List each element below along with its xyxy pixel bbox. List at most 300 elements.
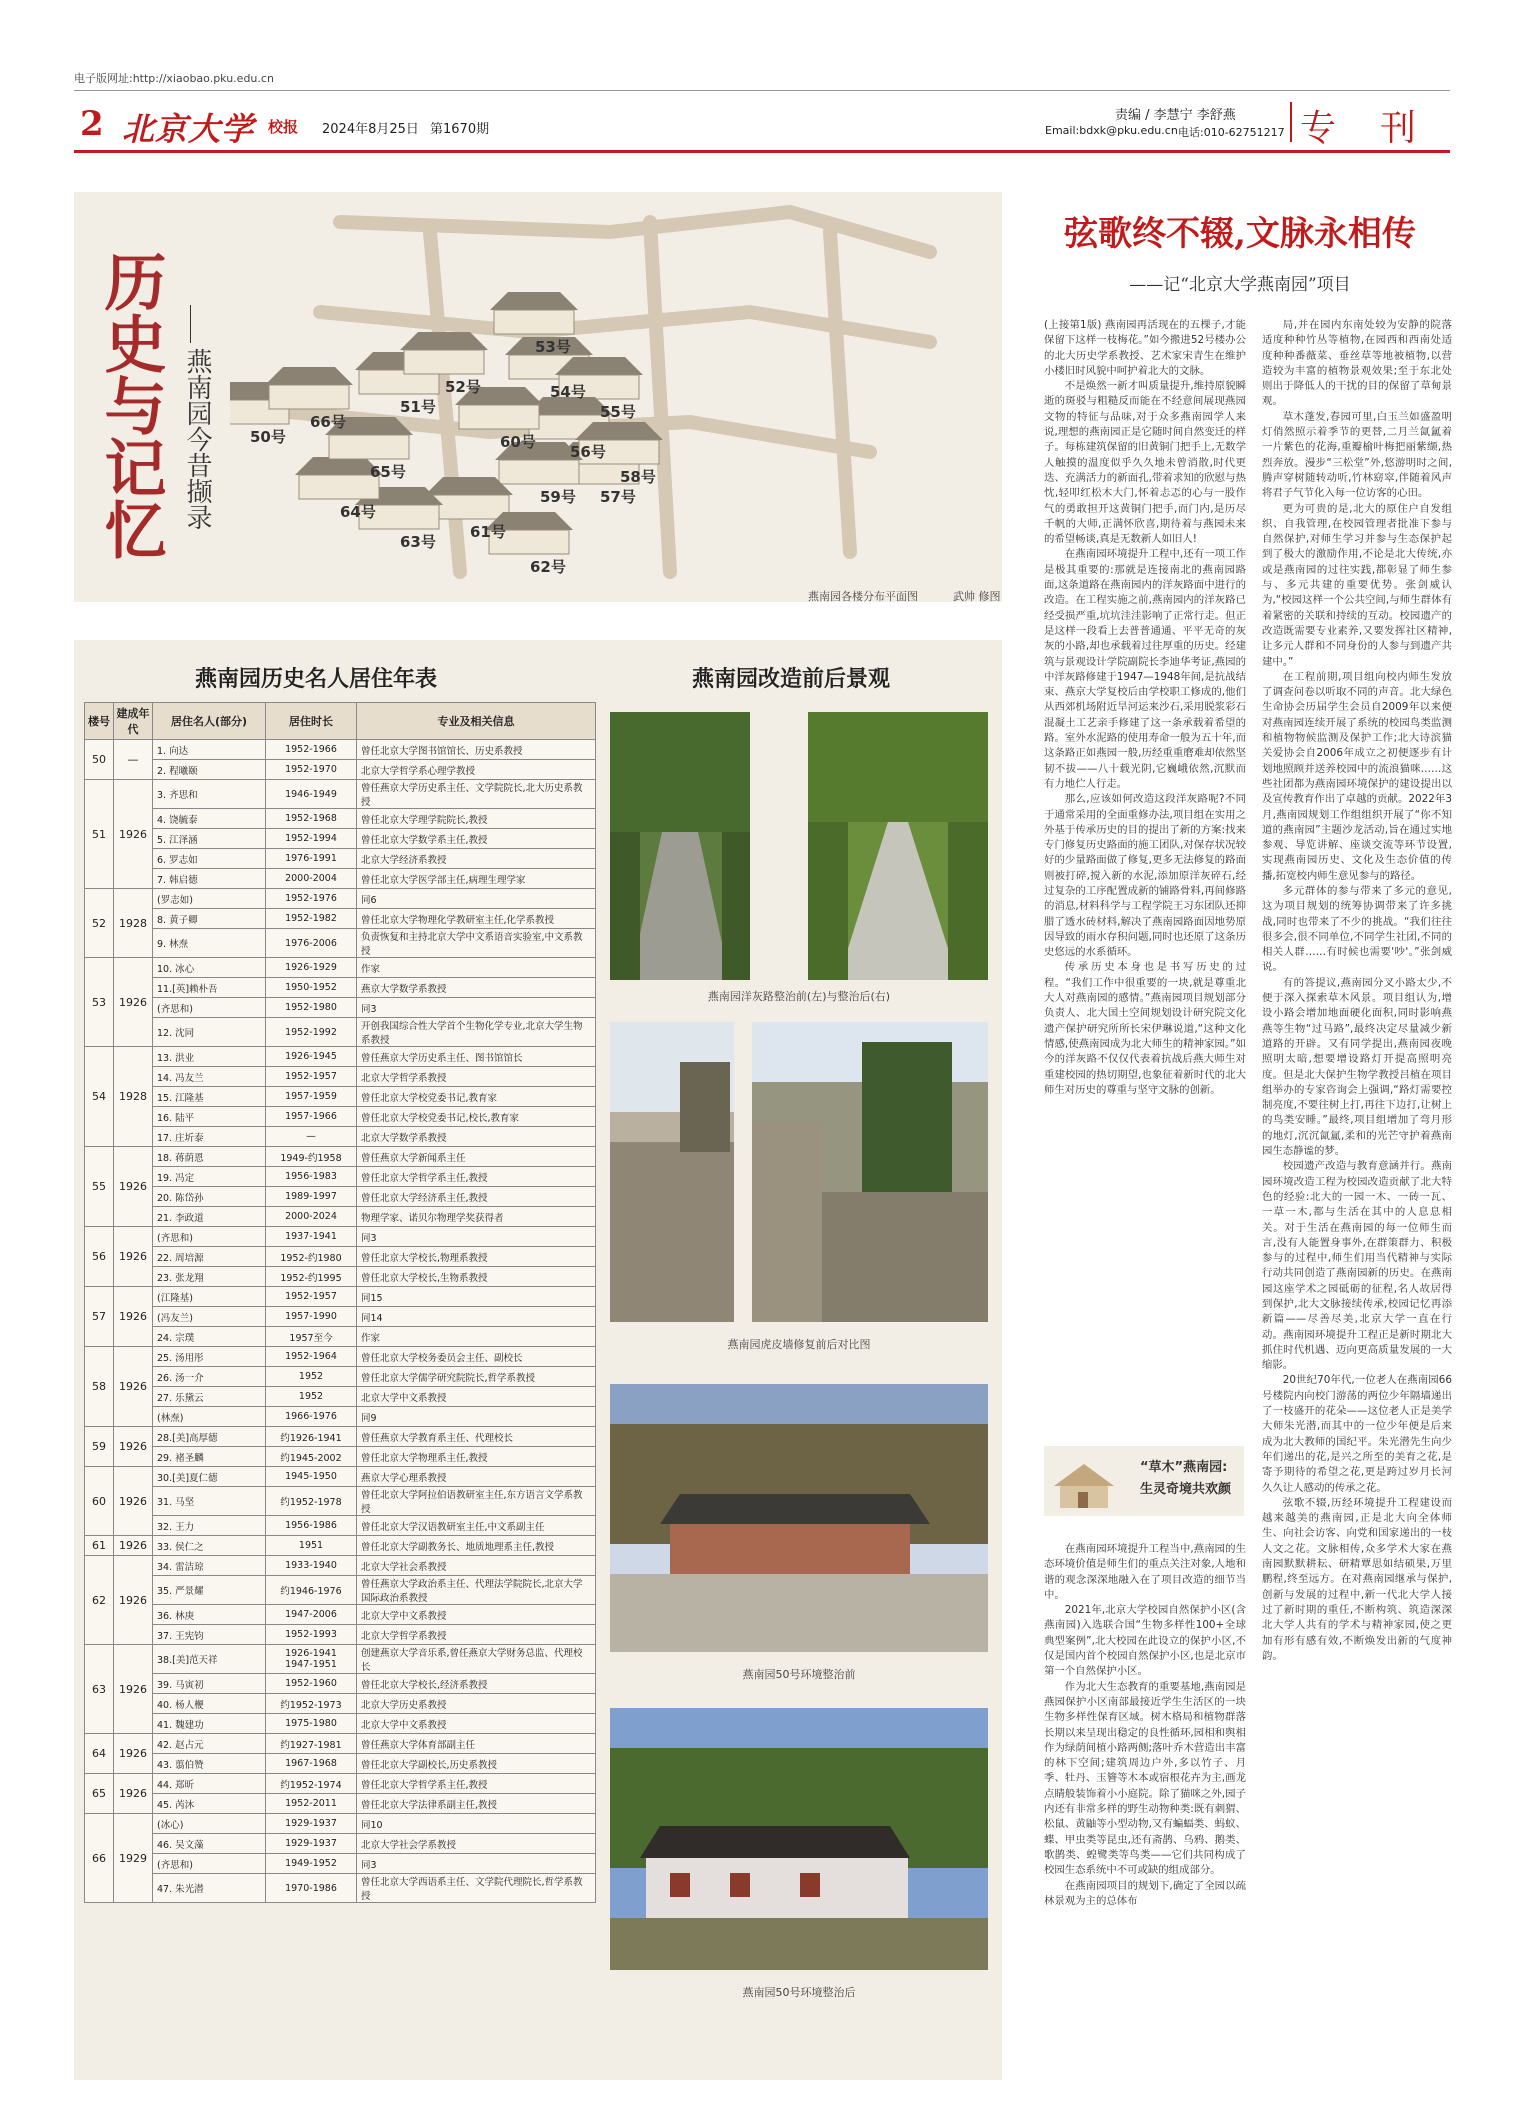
resident-name-cell: 7. 韩启德 [153,869,266,889]
residence-period-cell: 1952-1993 [266,1625,357,1645]
resident-name-cell: 30.[美]夏仁德 [153,1467,266,1487]
map-building-label: 55号 [600,403,636,421]
profession-cell: 曾任燕京大学体育部副主任 [357,1734,596,1754]
table-row [85,1267,596,1287]
residence-period-cell: 1952 [266,1367,357,1387]
profession-cell: 燕京大学心理系教授 [357,1467,596,1487]
caption-road: 燕南园洋灰路整治前(左)与整治后(右) [707,990,891,1003]
build-year-cell: 1926 [114,1227,153,1287]
profession-cell: 曾任北京大学儒学研究院院长,哲学系教授 [357,1367,596,1387]
profession-cell: 北京大学哲学系教授 [357,1067,596,1087]
residence-period-cell: 1952-1970 [266,760,357,780]
resident-name-cell: 31. 马坚 [153,1487,266,1516]
resident-name-cell: 14. 冯友兰 [153,1067,266,1087]
photo-wall-after [752,1022,988,1322]
residence-period-cell: 1926-1945 [266,1047,357,1067]
residence-period-cell: 1952-1966 [266,740,357,760]
resident-name-cell: 47. 朱光潜 [153,1874,266,1903]
table-row [85,869,596,889]
table-row [85,1694,596,1714]
table-row [85,958,596,978]
profession-cell: 曾任北京大学图书馆馆长、历史系教授 [357,740,596,760]
residence-period-cell: 1952-2011 [266,1794,357,1814]
profession-cell: 曾任燕京大学教育系主任、代理校长 [357,1427,596,1447]
article-paragraph: 在工程前期,项目组向校内师生发放了调查问卷以听取不同的声音。北大绿色生命协会历届学生会员自2009年以来便对燕南园连续开展了系统的校园鸟类监测和植物物候监测及保护工作;北大诗滨猫关爱协会自2006年成立之初便逐步有计划地照顾并送养校园中的流浪猫咪……这些社团都为燕南园环境保护的建设提出以及宣传教育作出了卓越的贡献。2022年3月,燕南园规划工作组组织开展了“你不知道的燕南园”主题沙龙活动,旨在通过实地参观、导览讲解、座谈交流等环节设置,实现燕南园历史、文化及生态价值的传播,拓宽校内师生意见参与的路径。 [1262,670,1452,882]
building-number-cell: 60 [85,1467,114,1536]
resident-name-cell: (齐思和) [153,1227,266,1247]
resident-name-cell: (冯友兰) [153,1307,266,1327]
resident-name-cell: 44. 郑昕 [153,1774,266,1794]
building-number-cell: 54 [85,1047,114,1147]
section-divider [1290,102,1292,142]
residence-period-cell: 1956-1986 [266,1516,357,1536]
col-period: 居住时长 [266,703,357,740]
editor-email[interactable]: Email:bdxk@pku.edu.cn [1045,124,1178,137]
build-year-cell: 1926 [114,1645,153,1734]
table-row [85,1536,596,1556]
col-person: 居住名人(部分) [153,703,266,740]
building-number-cell: 63 [85,1645,114,1734]
map-building-label: 50号 [250,428,286,446]
resident-name-cell: 23. 张龙翔 [153,1267,266,1287]
resident-name-cell: 40. 杨人楩 [153,1694,266,1714]
campus-map [230,192,990,592]
map-caption: 燕南园各楼分布平面图 [808,590,918,603]
building-number-cell: 65 [85,1774,114,1814]
profession-cell: 北京大学社会系教授 [357,1556,596,1576]
article-title: 弦歌终不辍,文脉永相传 [1064,214,1416,254]
header-rule [74,150,1450,153]
residence-period-cell: 1976-1991 [266,849,357,869]
residence-period-cell: 1952-1976 [266,889,357,909]
article-paragraph: 2021年,北京大学校园自然保护小区(含燕南园)入选联合国“生物多样性100+全球典型案例”,北大校园在此设立的保护小区,不仅是国内首个校园自然保护小区,也是北京市第一个自然保护小区。 [1044,1604,1246,1678]
table-row [85,1087,596,1107]
build-year-cell: 1926 [114,1427,153,1467]
residence-period-cell: 1952-1957 [266,1287,357,1307]
table-row [85,1794,596,1814]
profession-cell: 曾任北京大学汉语教研室主任,中文系副主任 [357,1516,596,1536]
profession-cell: 北京大学中文系教授 [357,1605,596,1625]
resident-name-cell: (江隆基) [153,1287,266,1307]
editor-phone: 电话:010-62751217 [1178,126,1285,139]
map-building-roof [400,332,488,350]
residence-period-cell: 1926-1941 1947-1951 [266,1645,357,1674]
profession-cell: 曾任北京大学理学院院长,教授 [357,809,596,829]
residence-period-cell: 1952 [266,1387,357,1407]
resident-name-cell: 11.[英]赖朴吾 [153,978,266,998]
profession-cell: 曾任北京大学校长,生物系教授 [357,1267,596,1287]
residence-period-cell: 1926-1929 [266,958,357,978]
residence-period-cell: 1952-1994 [266,829,357,849]
issue-number: 第1670期 [430,122,490,137]
profession-cell: 曾任北京大学校务委员会主任、副校长 [357,1347,596,1367]
resident-name-cell: 32. 王力 [153,1516,266,1536]
build-year-cell: 1926 [114,958,153,1047]
residence-period-cell: 约1946-1976 [266,1576,357,1605]
residence-period-cell: 1946-1949 [266,780,357,809]
profession-cell: 曾任北京大学物理系主任,教授 [357,1447,596,1467]
residence-period-cell: 1952-1992 [266,1018,357,1047]
build-year-cell: 1926 [114,1467,153,1536]
residence-period-cell: 1956-1983 [266,1167,357,1187]
profession-cell: 曾任北京大学副校长,历史系教授 [357,1754,596,1774]
map-building-roof [265,367,353,385]
residence-period-cell: 1957-1966 [266,1107,357,1127]
build-year-cell: 1926 [114,1734,153,1774]
resident-name-cell: 39. 马寅初 [153,1674,266,1694]
residence-period-cell: 1945-1950 [266,1467,357,1487]
col-year: 建成年代 [114,703,153,740]
table-row [85,1367,596,1387]
table-row [85,889,596,909]
table-row [85,1556,596,1576]
profession-cell: 曾任北京大学校长,物理系教授 [357,1247,596,1267]
map-building-wall [329,435,409,459]
residence-period-cell: 1952-1982 [266,909,357,929]
table-row [85,1407,596,1427]
table-row [85,1774,596,1794]
photo-50-after [610,1708,988,1970]
table-row [85,1754,596,1774]
table-row [85,1387,596,1407]
table-row [85,998,596,1018]
caption-50-before: 燕南园50号环境整治前 [742,1668,856,1681]
building-number-cell: 59 [85,1427,114,1467]
building-number-cell: 55 [85,1147,114,1227]
profession-cell: 作家 [357,958,596,978]
resident-name-cell: 4. 饶毓泰 [153,809,266,829]
table-row [85,1625,596,1645]
map-building-label: 56号 [570,443,606,461]
residence-period-cell: 1929-1937 [266,1814,357,1834]
build-year-cell: 1926 [114,1347,153,1427]
table-row [85,1107,596,1127]
profession-cell: 燕京大学数学系教授 [357,978,596,998]
article-paragraph: 20世纪70年代,一位老人在燕南园66号楼院内向校门游荡的两位少年隔墙递出了一枝盛开的花朵——这位老人正是美学大师朱光潜,而其中的一位少年便是后来成为北大教师的国纪平。朱光潜先生向少年们递出的花,是兴之所至的美育之花,是寄予期待的希望之花,更是跨过岁月长河久久让人感动的传承之花。 [1262,1374,1452,1494]
residence-period-cell: 1949-约1958 [266,1147,357,1167]
table-title: 燕南园历史名人居住年表 [195,667,438,692]
map-building-wall [459,405,539,429]
feature-subtitle: 燕南园今昔撷录 [182,348,212,530]
resident-name-cell: 38.[美]范天祥 [153,1645,266,1674]
profession-cell: 曾任北京大学阿拉伯语教研室主任,东方语言文学系教授 [357,1487,596,1516]
profession-cell: 物理学家、诺贝尔物理学奖获得者 [357,1207,596,1227]
photo-road-after [808,712,988,980]
article-paragraph: 弦歌不辍,历经环境提升工程建设而越来越美的燕南园,正是北大向全体师生、向社会访客、向党和国家递出的一枝人文之花。文脉相传,众多学术大家在燕南园默默耕耘、研精覃思如结硕果,万里鹏程,终至远方。在对燕南园继承与保护,创新与发展的过程中,新一代北大学人接过了新时期的重任,不断构筑、筑造深深北大学人共有的学术与精神家园,使之更加有形有感有效,不断焕发出新的气度神韵。 [1262,1496,1452,1662]
resident-name-cell: 5. 江泽涵 [153,829,266,849]
map-building-wall [499,460,579,484]
build-year-cell: — [114,740,153,780]
table-row [85,1487,596,1516]
profession-cell: 北京大学数学系教授 [357,1127,596,1147]
profession-cell: 同3 [357,1227,596,1247]
residence-period-cell: 1952-约1980 [266,1247,357,1267]
site-url[interactable]: 电子版网址:http://xiaobao.pku.edu.cn [74,72,274,85]
residence-period-cell: 1951 [266,1536,357,1556]
resident-name-cell: 42. 赵占元 [153,1734,266,1754]
table-row [85,1147,596,1167]
resident-name-cell: 16. 陆平 [153,1107,266,1127]
map-building-label: 59号 [540,488,576,506]
profession-cell: 同14 [357,1307,596,1327]
paper-name: 校报 [268,118,299,136]
profession-cell: 北京大学经济系教授 [357,849,596,869]
resident-name-cell: 17. 庄圻泰 [153,1127,266,1147]
resident-name-cell: (林焘) [153,1407,266,1427]
resident-name-cell: 34. 雷洁琼 [153,1556,266,1576]
table-row [85,1187,596,1207]
residence-period-cell: 约1952-1974 [266,1774,357,1794]
article-paragraph: 校园遗产改造与教育意涵并行。燕南园环境改造工程为校园改造贡献了北大特色的经验:北大的一园一木、一砖一瓦、一草一木,都与生活在其中的人息息相关。对于生活在燕南园的每一位师生而言,没有人能置身事外,在群策群力、积极参与的过程中,师生们用当代精神与实际行动共同创造了燕南园新的历史。在燕南园这座学术之园砥砺的征程,名人故居得到保护,北大文脉接续传承,校园记忆再添新篇——尽善尽美,北京大学一直在行动。燕南园环境提升工程正是新时期北大抓住时代机遇、迈向更高质量发展的一大缩影。 [1262,1160,1452,1372]
resident-name-cell: (罗志如) [153,889,266,909]
article-paragraph: 有的答提议,燕南园分叉小路太少,不便于深入探索草木风景。项目组认为,增设小路会增加地面硬化面积,同时影响燕燕等生物“过马路”,最终决定尽量减少新道路的开辟。又有同学提出,燕南园夜晚照明太暗,想要增设路灯开提高照明亮度。但是北大保护生物学教授吕植在项目组举办的专家咨询会上强调,“路灯需要控制亮度,不要往树上打,再往下边打,让树上的鸟类安睡。”最终,项目组增加了弯月形的地灯,沉沉氤氲,柔和的光芒守护着燕南园生态静谧的梦。 [1262,976,1452,1158]
residence-period-cell: 约1926-1941 [266,1427,357,1447]
profession-cell: 创建燕京大学音乐系,曾任燕京大学财务总监、代理校长 [357,1645,596,1674]
table-row [85,1127,596,1147]
article-paragraph: 更为可贵的是,北大的原住户自发组织、自我管理,在校园管理者批准下参与自然保护,对师生学习并参与生态保护起到了极大的激励作用,不论是北大传统,亦或是燕南园的过往实践,都彰显了师生参与、多元共建的重要优势。张剑威认为,“校园这样一个公共空间,与师生群体有着紧密的关联和持续的互动。校园遗产的改造既需要专业素养,又要发挥社区精神,让多元人群和不同身份的人参与到遗产共建中。” [1262,502,1452,668]
resident-name-cell: 6. 罗志如 [153,849,266,869]
table-row [85,1047,596,1067]
table-row [85,1874,596,1903]
article-column-1b [1044,1542,1246,2082]
page-number: 2 [80,104,104,144]
table-row [85,1834,596,1854]
col-info: 专业及相关信息 [357,703,596,740]
building-number-cell: 57 [85,1287,114,1347]
map-building-label: 61号 [470,523,506,541]
build-year-cell: 1926 [114,1287,153,1347]
residence-period-cell: 1952-1968 [266,809,357,829]
resident-name-cell: 25. 汤用彤 [153,1347,266,1367]
resident-name-cell: 28.[美]高厚德 [153,1427,266,1447]
article-paragraph: 多元群体的参与带来了多元的意见,这为项目规划的统筹协调带来了许多挑战,同时也带来了不少的挑战。“我们往往很多会,很不同单位,不同学生社团,不同的相关人群……有时候也需要'吵'。”张剑威说。 [1262,884,1452,974]
table-row [85,1714,596,1734]
map-building-label: 54号 [550,383,586,401]
profession-cell: 作家 [357,1327,596,1347]
feature-dash [190,305,191,343]
build-year-cell: 1928 [114,1047,153,1147]
profession-cell: 曾任北京大学哲学系主任,教授 [357,1167,596,1187]
subheading-line-2: 生灵奇境共欢颜 [1140,1482,1232,1497]
table-row [85,809,596,829]
table-row [85,929,596,958]
residence-period-cell: 1957-1959 [266,1087,357,1107]
photo-50-before [610,1384,988,1652]
residence-period-cell: 1957-1990 [266,1307,357,1327]
resident-name-cell: 37. 王宪钧 [153,1625,266,1645]
resident-name-cell: 45. 芮沐 [153,1794,266,1814]
resident-name-cell: 35. 严景耀 [153,1576,266,1605]
table-row [85,1467,596,1487]
table-header-row [85,703,596,740]
table-row [85,1854,596,1874]
residence-period-cell: 1952-约1995 [266,1267,357,1287]
profession-cell: 曾任北京大学西语系主任、文学院代理院长,哲学系教授 [357,1874,596,1903]
resident-name-cell: 10. 冰心 [153,958,266,978]
resident-name-cell: 29. 褚圣麟 [153,1447,266,1467]
residence-period-cell: 约1927-1981 [266,1734,357,1754]
residence-period-cell: 约1952-1973 [266,1694,357,1714]
resident-name-cell: 27. 乐黛云 [153,1387,266,1407]
table-row [85,1207,596,1227]
profession-cell: 北京大学历史系教授 [357,1694,596,1714]
table-row [85,1734,596,1754]
table-row [85,1605,596,1625]
residence-period-cell: 1949-1952 [266,1854,357,1874]
building-number-cell: 51 [85,780,114,889]
residence-period-cell: — [266,1127,357,1147]
resident-name-cell: 1. 向达 [153,740,266,760]
resident-name-cell: (齐思和) [153,998,266,1018]
resident-name-cell: 19. 冯定 [153,1167,266,1187]
profession-cell: 开创我国综合性大学首个生物化学专业,北京大学生物系教授 [357,1018,596,1047]
profession-cell: 北京大学中文系教授 [357,1387,596,1407]
table-row [85,1307,596,1327]
map-building-wall [299,475,379,499]
map-credit: 武帅 修图 [953,590,1001,603]
build-year-cell: 1928 [114,889,153,958]
resident-name-cell: 41. 魏建功 [153,1714,266,1734]
profession-cell: 同10 [357,1814,596,1834]
building-number-cell: 62 [85,1556,114,1645]
residence-period-cell: 1989-1997 [266,1187,357,1207]
map-building-label: 52号 [445,378,481,396]
residence-period-cell: 1952-1957 [266,1067,357,1087]
map-building-label: 64号 [340,503,376,521]
profession-cell: 北京大学哲学系教授 [357,1625,596,1645]
article-paragraph: 传承历史本身也是书写历史的过程。“我们工作中很重要的一块,就是尊重北大人对燕南园的感情。”燕南园项目规划部分负责人、北大国土空间规划设计研究院文化遗产保护研究所所长宋伊琳说道,“这种文化情感,使燕南园成为北大师生的精神家园。”如今的洋灰路不仅仅代表着抗战后燕大师生对重建校园的热切期望,也象征着新时代的北大师生对历史的尊重与坚守文脉的创新。 [1044,961,1246,1096]
profession-cell: 曾任北京大学哲学系主任,教授 [357,1774,596,1794]
profession-cell: 北京大学社会学系教授 [357,1834,596,1854]
col-building: 楼号 [85,703,114,740]
profession-cell: 曾任北京大学副教务长、地质地理系主任,教授 [357,1536,596,1556]
table-row [85,978,596,998]
table-row [85,1576,596,1605]
resident-name-cell: 26. 汤一介 [153,1367,266,1387]
residence-period-cell: 1947-2006 [266,1605,357,1625]
map-building-label: 63号 [400,533,436,551]
residence-period-cell: 1952-1960 [266,1674,357,1694]
map-building-label: 58号 [620,468,656,486]
profession-cell: 曾任燕京大学历史系主任、图书馆馆长 [357,1047,596,1067]
build-year-cell: 1926 [114,780,153,889]
residence-period-cell: 约1952-1978 [266,1487,357,1516]
map-building-label: 60号 [500,433,536,451]
profession-cell: 同6 [357,889,596,909]
editors: 责编 / 李慧宁 李舒燕 [1115,108,1236,123]
profession-cell: 曾任北京大学校党委书记,校长,教育家 [357,1107,596,1127]
resident-name-cell: 46. 吴文藻 [153,1834,266,1854]
building-number-cell: 53 [85,958,114,1047]
table-row [85,740,596,760]
table-row [85,1067,596,1087]
residence-period-cell: 2000-2024 [266,1207,357,1227]
resident-name-cell: 15. 江隆基 [153,1087,266,1107]
building-number-cell: 50 [85,740,114,780]
residence-period-cell: 1933-1940 [266,1556,357,1576]
resident-name-cell: 43. 翦伯赞 [153,1754,266,1774]
table-row [85,1674,596,1694]
map-building-wall [494,310,574,334]
article-paragraph: (上接第1版) 燕南园再活现在的五棵子,才能保留下这样一枝梅花。”如今搬进52号楼办公的北大历史学系教授、艺术家宋青生在维护小楼旧时风貌中呵护着北大的文脉。 [1044,319,1246,377]
resident-name-cell: (齐思和) [153,1854,266,1874]
profession-cell: 同3 [357,1854,596,1874]
profession-cell: 曾任北京大学经济系主任,教授 [357,1187,596,1207]
profession-cell: 北京大学中文系教授 [357,1714,596,1734]
residence-period-cell: 1952-1964 [266,1347,357,1367]
resident-name-cell: 36. 林庚 [153,1605,266,1625]
residence-period-cell: 2000-2004 [266,869,357,889]
table-row [85,1645,596,1674]
caption-50-after: 燕南园50号环境整治后 [742,1986,856,1999]
map-building-label: 53号 [535,338,571,356]
build-year-cell: 1926 [114,1556,153,1645]
resident-name-cell: 20. 陈岱孙 [153,1187,266,1207]
resident-name-cell: 13. 洪业 [153,1047,266,1067]
build-year-cell: 1929 [114,1814,153,1903]
table-row [85,1347,596,1367]
building-number-cell: 52 [85,889,114,958]
profession-cell: 曾任北京大学校长,经济系教授 [357,1674,596,1694]
article-paragraph: 在燕南园环境提升工程中,还有一项工作是极其重要的:那就是连接南北的燕南园路面,这条道路在燕南园内的洋灰路面中进行的改造。在工程实施之前,燕南园内的洋灰路已经受损严重,坑坑洼洼影响了正常行走。但正是这样一段看上去普普通通、平平无奇的灰灰的小路,却也承载着过往厚重的历史。经建筑与景观设计学院副院长李迪华考证,燕园的中洋灰路修建于1947—1948年间,是抗战结束、燕京大学复校后由学校职工修成的,他们从西郊机场附近旱河运来沙石,采用脱浆彩石混凝土工艺亲手修建了这一条承载着希望的路。室外水泥路的使用寿命一般为五十年,而这条路正如燕园一般,历经重重磨难却依然坚韧不拔——八十载光阴,它巍峨依然,沉默而有力地伫人行走。 [1044,548,1246,790]
section-title: 专刊 [1300,108,1461,149]
residence-period-cell: 1967-1968 [266,1754,357,1774]
profession-cell: 曾任燕京大学政治系主任、代理法学院院长,北京大学国际政治系教授 [357,1576,596,1605]
map-building-label: 66号 [310,413,346,431]
issue-date: 2024年8月25日 [322,122,419,137]
profession-cell: 曾任燕京大学新闻系主任 [357,1147,596,1167]
caption-wall: 燕南园虎皮墙修复前后对比图 [727,1338,871,1351]
resident-name-cell: 8. 黄子卿 [153,909,266,929]
build-year-cell: 1926 [114,1774,153,1814]
map-building-wall [269,385,349,409]
building-number-cell: 61 [85,1536,114,1556]
article-column-2 [1262,318,1452,2082]
residence-period-cell: 1937-1941 [266,1227,357,1247]
article-paragraph: 局,并在园内东南处较为安静的院落适度种种竹丛等植物,在园西和西南处适度种种番薇菜、垂丝草等地被植物,以营造较为丰富的植物景观效果;至于东北处则出于降低人的干扰的目的保留了草甸景观。 [1262,319,1452,408]
profession-cell: 曾任北京大学法律系副主任,教授 [357,1794,596,1814]
residence-period-cell: 1929-1937 [266,1834,357,1854]
table-row [85,909,596,929]
photos-title: 燕南园改造前后景观 [692,667,891,692]
map-building-label: 51号 [400,398,436,416]
residence-period-cell: 1970-1986 [266,1874,357,1903]
feature-title: 历史与记忆 [94,250,167,560]
profession-cell: 曾任北京大学校党委书记,教育家 [357,1087,596,1107]
residents-body [85,740,596,1903]
top-rule [74,90,1450,91]
photo-road-before [610,712,750,980]
building-number-cell: 58 [85,1347,114,1427]
photo-wall-before [610,1022,734,1322]
table-row [85,1287,596,1307]
resident-name-cell: 12. 沈同 [153,1018,266,1047]
table-row [85,829,596,849]
resident-name-cell: (冰心) [153,1814,266,1834]
build-year-cell: 1926 [114,1147,153,1227]
residence-period-cell: 1966-1976 [266,1407,357,1427]
table-row [85,1227,596,1247]
resident-name-cell: 33. 侯仁之 [153,1536,266,1556]
table-row [85,849,596,869]
subheading-line-1: “草木”燕南园: [1140,1460,1228,1475]
residence-period-cell: 1957至今 [266,1327,357,1347]
article-paragraph: 作为北大生态教育的重要基地,燕南园是燕园保护小区南部最接近学生生活区的一块生物多样性保育区域。树木格局和植物群落长期以来呈现出稳定的良性循环,园相和舆相作为绿荫间植小路两侧;落叶乔木营造出丰富的林下空间;建筑周边户外,多以竹子、月季、牡丹、玉簪等木本或宿根花卉为主,画龙点睛般装饰着小小庭院。除了猫咪之外,园子内还有非常多样的野生动物种类:既有刺猬、松鼠、黄鼬等小型动物,又有蝙蝠类、蚂蚁、蝶、甲虫类等昆虫,还有斋鹊、乌鸦、鹅类、歌鹊类、蝗鹭类等鸟类——它们共同构成了校园生态系统中不可或缺的组成部分。 [1044,1680,1246,1877]
table-row [85,760,596,780]
table-row [85,780,596,809]
map-building-roof [490,292,578,310]
resident-name-cell: 18. 蒋荫恩 [153,1147,266,1167]
